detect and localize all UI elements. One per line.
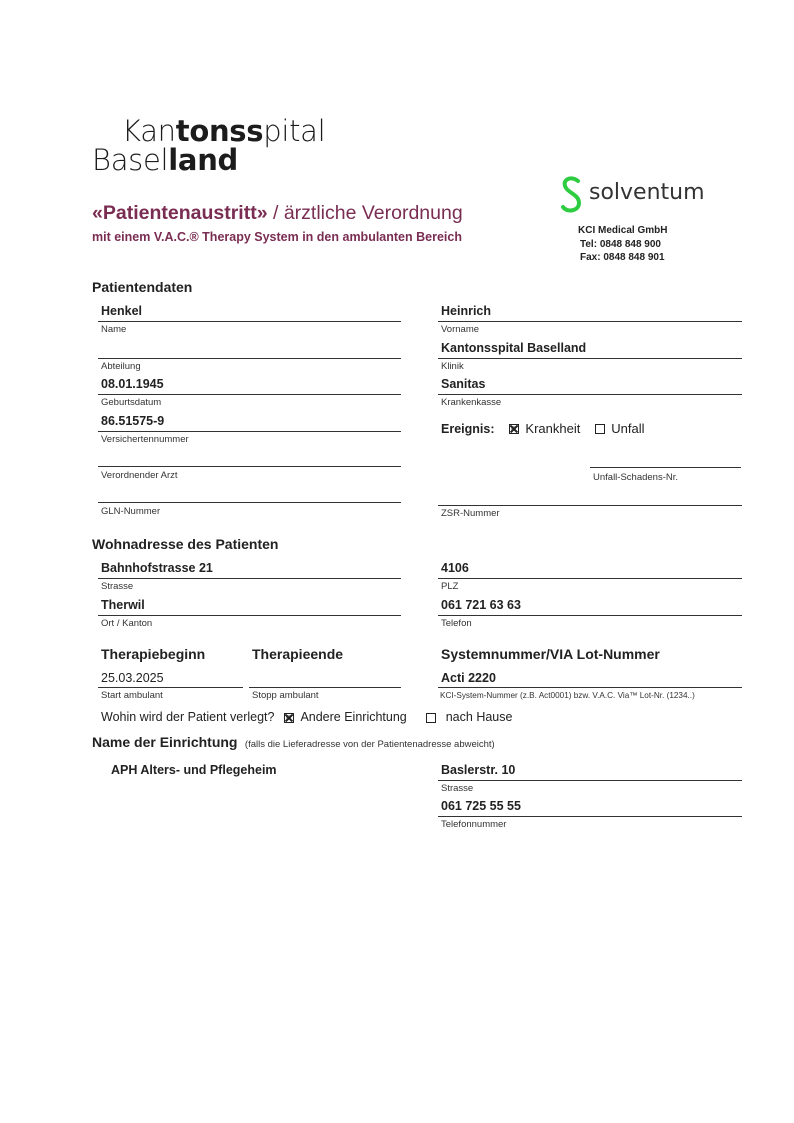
address-telefon-label: Telefon [441, 618, 472, 629]
unfall-checkbox[interactable] [595, 424, 605, 434]
address-plz-value[interactable]: 4106 [441, 561, 469, 575]
facility-heading-note: (falls die Lieferadresse von der Patientenadresse abweicht) [244, 739, 495, 750]
patient-versichertennummer-label: Versichertennummer [101, 434, 189, 445]
address-plz-label: PLZ [441, 581, 459, 592]
hospital-logo-line2: Baselland [92, 143, 238, 177]
patient-geburtsdatum-value[interactable]: 08.01.1945 [101, 377, 164, 391]
krankheit-label: Krankheit [525, 421, 581, 436]
patient-name-value[interactable]: Henkel [101, 304, 142, 318]
therapy-stop-label: Stopp ambulant [252, 690, 319, 701]
verlegt-question: Wohin wird der Patient verlegt? [101, 710, 275, 724]
zsr-label: ZSR-Nummer [441, 508, 500, 519]
systemnummer-heading: Systemnummer/VIA Lot-Nummer [441, 646, 660, 662]
system-number-value[interactable]: Acti 2220 [441, 671, 496, 685]
arzt-label: Verordnender Arzt [101, 470, 178, 481]
andere-einrichtung-label: Andere Einrichtung [300, 710, 407, 724]
section-address-heading: Wohnadresse des Patienten [92, 536, 279, 552]
facility-telefon-label: Telefonnummer [441, 819, 507, 830]
krankheit-checkbox[interactable] [509, 424, 519, 434]
therapy-start-label: Start ambulant [101, 690, 163, 701]
andere-einrichtung-checkbox[interactable] [284, 713, 294, 723]
page-title: «Patientenaustritt» / ärztliche Verordnung [92, 202, 463, 224]
gln-label: GLN-Nummer [101, 506, 161, 517]
therapy-start-value[interactable]: 25.03.2025 [101, 671, 164, 685]
therapiebeginn-heading: Therapiebeginn [101, 646, 206, 662]
address-ort-value[interactable]: Therwil [101, 598, 145, 612]
section-facility-heading [92, 734, 495, 752]
facility-strasse-value[interactable]: Baslerstr. 10 [441, 763, 516, 777]
solventum-logo-icon [559, 176, 585, 214]
address-ort-label: Ort / Kanton [101, 618, 153, 629]
facility-telefon-value[interactable]: 061 725 55 55 [441, 799, 521, 813]
patient-vorname-value[interactable]: Heinrich [441, 304, 492, 318]
nach-hause-checkbox[interactable] [426, 713, 436, 723]
page-subtitle: mit einem V.A.C.® Therapy System in den ambulanten Bereich [92, 230, 462, 244]
patient-name-label: Name [101, 324, 127, 335]
address-telefon-value[interactable]: 061 721 63 63 [441, 598, 521, 612]
company-fax: Fax: 0848 848 901 [580, 252, 665, 263]
unfall-label: Unfall [611, 421, 645, 436]
patient-klinik-value[interactable]: Kantonsspital Baselland [441, 341, 587, 355]
patient-krankenkasse-label: Krankenkasse [441, 397, 502, 408]
facility-strasse-label: Strasse [441, 783, 474, 794]
address-strasse-label: Strasse [101, 581, 134, 592]
patient-abteilung-label: Abteilung [101, 361, 141, 372]
system-number-label: KCI-System-Nummer (z.B. Act0001) bzw. V.A.C. Via™ Lot-Nr. (1234..) [440, 691, 695, 700]
address-strasse-value[interactable]: Bahnhofstrasse 21 [101, 561, 213, 575]
patient-versichertennummer-value[interactable]: 86.51575-9 [101, 414, 165, 428]
facility-heading: Name der Einrichtung [92, 734, 238, 750]
facility-name-value[interactable]: APH Alters- und Pflegeheim [111, 763, 277, 777]
hospital-logo-line1: Kantonsspital [122, 114, 326, 148]
verlegt-row [101, 710, 512, 724]
patient-vorname-label: Vorname [441, 324, 480, 335]
unfall-nr-label: Unfall-Schadens-Nr. [593, 472, 679, 483]
nach-hause-label: nach Hause [445, 710, 513, 724]
patient-geburtsdatum-label: Geburtsdatum [101, 397, 162, 408]
patient-krankenkasse-value[interactable]: Sanitas [441, 377, 486, 391]
company-name: KCI Medical GmbH [578, 225, 668, 236]
therapieende-heading: Therapieende [252, 646, 344, 662]
section-patient-heading: Patientendaten [92, 279, 193, 295]
solventum-brand: solventum [589, 180, 705, 205]
ereignis-row [441, 420, 644, 438]
patient-klinik-label: Klinik [441, 361, 464, 372]
ereignis-label: Ereignis: [441, 422, 495, 436]
company-tel: Tel: 0848 848 900 [580, 239, 661, 250]
